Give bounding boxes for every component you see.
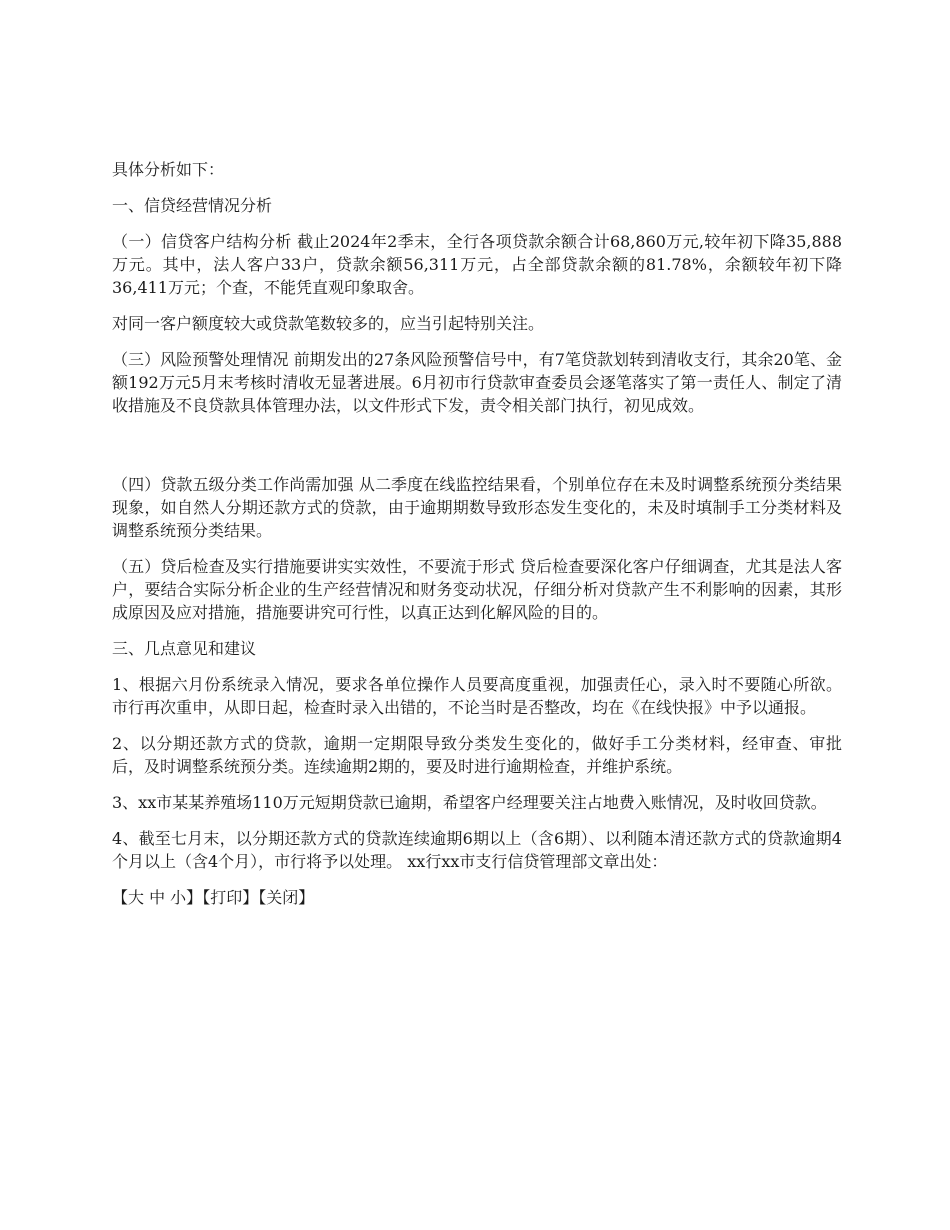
spacer (112, 430, 842, 473)
suggestion-1: 1、根据六月份系统录入情况，要求各单位操作人员要高度重视，加强责任心，录入时不要随心所欲。市行再次重申，从即日起，检查时录入出错的，不论当时是否整改，均在《在线快报》中予以通报。 (112, 675, 842, 717)
paragraph-customer-structure: （一）信贷客户结构分析 截止2024年2季末，全行各项贷款余额合计68,860万元,较年初下降35,888万元。其中，法人客户33户，贷款余额56,311万元，占全部贷款余额的81.78%，余额较年初下降36,411万元；个查，不能凭直观印象取舍。 (112, 232, 842, 297)
footer-links (112, 886, 842, 909)
suggestion-2: 2、以分期还款方式的贷款，逾期一定期限导致分类发生变化的，做好手工分类材料，经审查、审批后，及时调整系统预分类。连续逾期2期的，要及时进行逾期检查，并维护系统。 (112, 734, 842, 776)
section-heading-1: 一、信贷经营情况分析 (112, 196, 273, 215)
document-body (112, 158, 842, 922)
paragraph-classification: （四）贷款五级分类工作尚需加强 从二季度在线监控结果看，个别单位存在未及时调整系统预分类结果现象，如自然人分期还款方式的贷款，由于逾期期数导致形态发生变化的，未及时填制手工分类材料及调整系统预分类结果。 (112, 475, 842, 540)
suggestion-3: 3、xx市某某养殖场110万元短期贷款已逾期，希望客户经理要关注占地费入账情况，及时收回贷款。 (112, 793, 827, 812)
intro-line: 具体分析如下： (112, 160, 225, 179)
section-heading-3: 三、几点意见和建议 (112, 639, 257, 658)
close-link[interactable]: 【关闭】 (258, 888, 315, 907)
suggestion-4: 4、截至七月末，以分期还款方式的贷款连续逾期6期以上（含6期）、以利随本清还款方式的贷款逾期4个月以上（含4个月），市行将予以处理。 xx行xx市支行信贷管理部文章出处： (112, 829, 842, 871)
paragraph-attention: 对同一客户额度较大或贷款笔数较多的，应当引起特别关注。 (112, 314, 545, 333)
print-link[interactable]: 【打印】 (202, 888, 259, 907)
paragraph-risk-warning: （三）风险预警处理情况 前期发出的27条风险预警信号中，有7笔贷款划转到清收支行，其余20笔、金额192万元5月末考核时清收无显著进展。6月初市行贷款审查委员会逐笔落实了第一责任人、制定了清收措施及不良贷款具体管理办法，以文件形式下发，责令相关部门执行，初见成效。 (112, 350, 842, 415)
paragraph-post-loan-check: （五）贷后检查及实行措施要讲实实效性，不要流于形式 贷后检查要深化客户仔细调查，尤其是法人客户，要结合实际分析企业的生产经营情况和财务变动状况，仔细分析对贷款产生不利影响的因素，其形成原因及应对措施，措施要讲究可行性，以真正达到化解风险的目的。 (112, 557, 842, 622)
font-size-link[interactable]: 【大 中 小】 (112, 888, 203, 907)
